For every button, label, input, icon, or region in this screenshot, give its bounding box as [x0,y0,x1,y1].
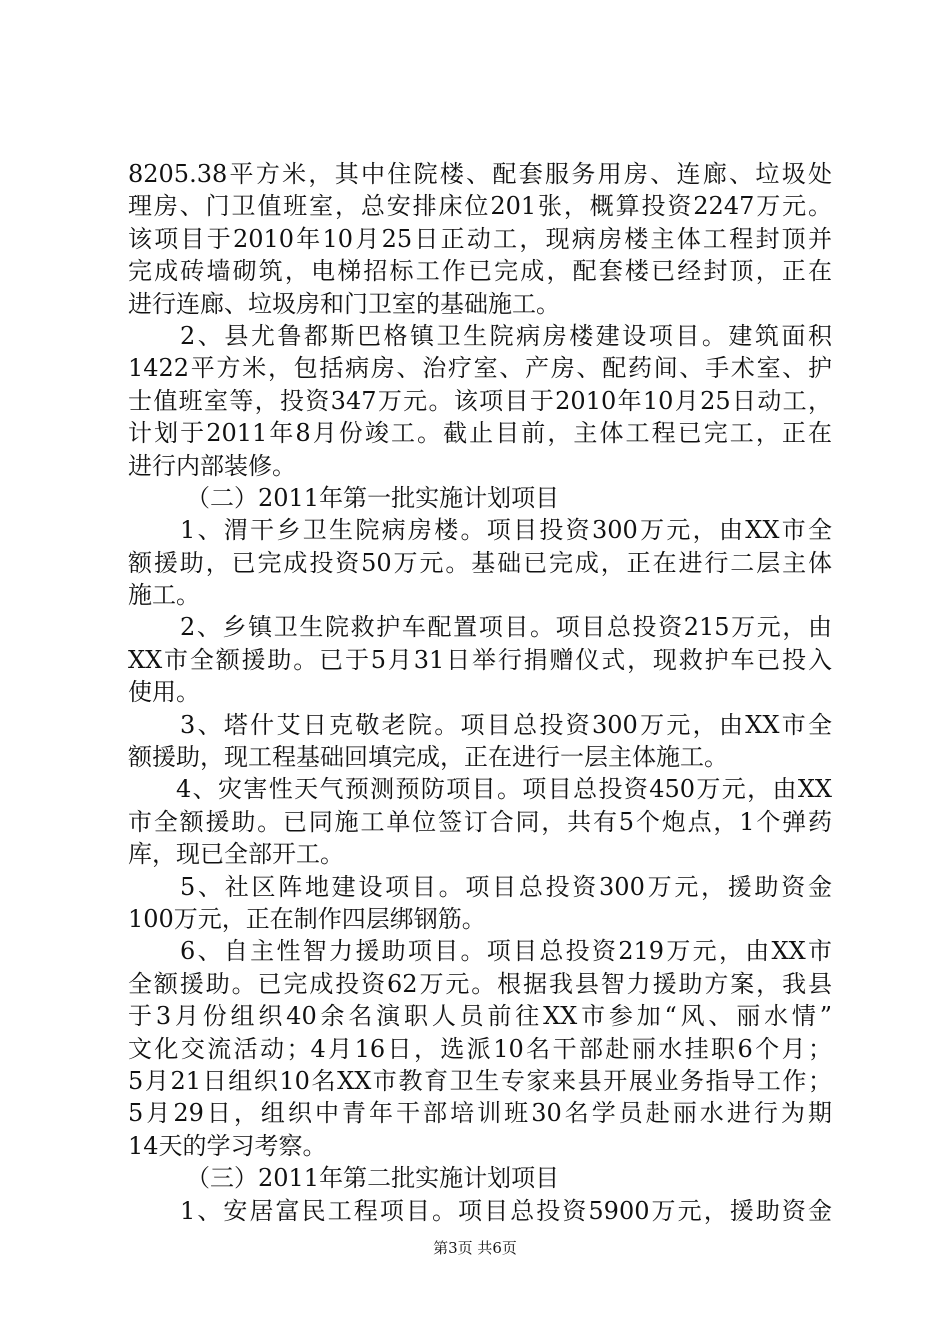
text-line: 2、乡镇卫生院救护车配置项目。项目总投资215万元，由 [180,613,832,642]
text-line: 1、安居富民工程项目。项目总投资5900万元，援助资金 [180,1196,832,1225]
page-number-footer: 第3页 共6页 [433,1239,517,1257]
text-line: 1、渭干乡卫生院病房楼。项目投资300万元，由XX市全 [180,516,832,545]
text-line: 全额援助。已完成投资62万元。根据我县智力援助方案，我县 [128,969,832,998]
section-heading: （三）2011年第二批实施计划项目 [186,1164,560,1193]
text-line: 8205.38平方米，其中住院楼、配套服务用房、连廊、垃圾处 [128,160,832,188]
text-line: 4、灾害性天气预测预防项目。项目总投资450万元，由XX [176,775,832,804]
text-line: 3、塔什艾日克敬老院。项目总投资300万元，由XX市全 [180,710,832,739]
text-line: 文化交流活动；4月16日，选派10名干部赴丽水挂职6个月； [128,1034,832,1063]
text-line: 1422平方米，包括病房、治疗室、产房、配药间、手术室、护 [128,354,832,383]
text-line: 完成砖墙砌筑，电梯招标工作已完成，配套楼已经封顶，正在 [128,257,832,286]
text-line: 5、社区阵地建设项目。项目总投资300万元，援助资金 [180,872,832,901]
text-line: 进行内部装修。 [128,451,296,480]
text-line: 5月29日，组织中青年干部培训班30名学员赴丽水进行为期 [128,1099,832,1128]
text-line: 进行连廊、垃圾房和门卫室的基础施工。 [128,289,560,318]
text-line: 计划于2011年8月份竣工。截止目前，主体工程已完工，正在 [128,419,832,448]
text-line: XX市全额援助。已于5月31日举行捐赠仪式，现救护车已投入 [128,645,832,674]
text-line: 额援助，已完成投资50万元。基础已完成，正在进行二层主体 [128,548,832,577]
text-line: 6、自主性智力援助项目。项目总投资219万元，由XX市 [180,937,832,966]
text-line: 库，现已全部开工。 [128,840,344,869]
text-line: 5月21日组织10名XX市教育卫生专家来县开展业务指导工作； [128,1066,832,1095]
text-line: 2、县尤鲁都斯巴格镇卫生院病房楼建设项目。建筑面积 [180,321,832,350]
text-line: 额援助，现工程基础回填完成，正在进行一层主体施工。 [128,743,728,772]
text-line: 100万元，正在制作四层绑钢筋。 [128,904,486,933]
text-line: 使用。 [128,678,200,707]
text-line: 施工。 [128,581,200,610]
text-line: 理房、门卫值班室，总安排床位201张，概算投资2247万元。 [128,192,832,221]
body-text [128,158,832,1227]
text-line: 14天的学习考察。 [128,1131,327,1160]
text-line: 士值班室等，投资347万元。该项目于2010年10月25日动工， [128,386,832,415]
section-heading: （二）2011年第一批实施计划项目 [186,483,560,512]
text-line: 于3月份组织40余名演职人员前往XX市参加“风、丽水情” [128,1002,832,1031]
text-line: 市全额援助。已同施工单位签订合同，共有5个炮点，1个弹药 [128,807,832,836]
text-line: 该项目于2010年10月25日正动工，现病房楼主体工程封顶并 [128,224,832,253]
